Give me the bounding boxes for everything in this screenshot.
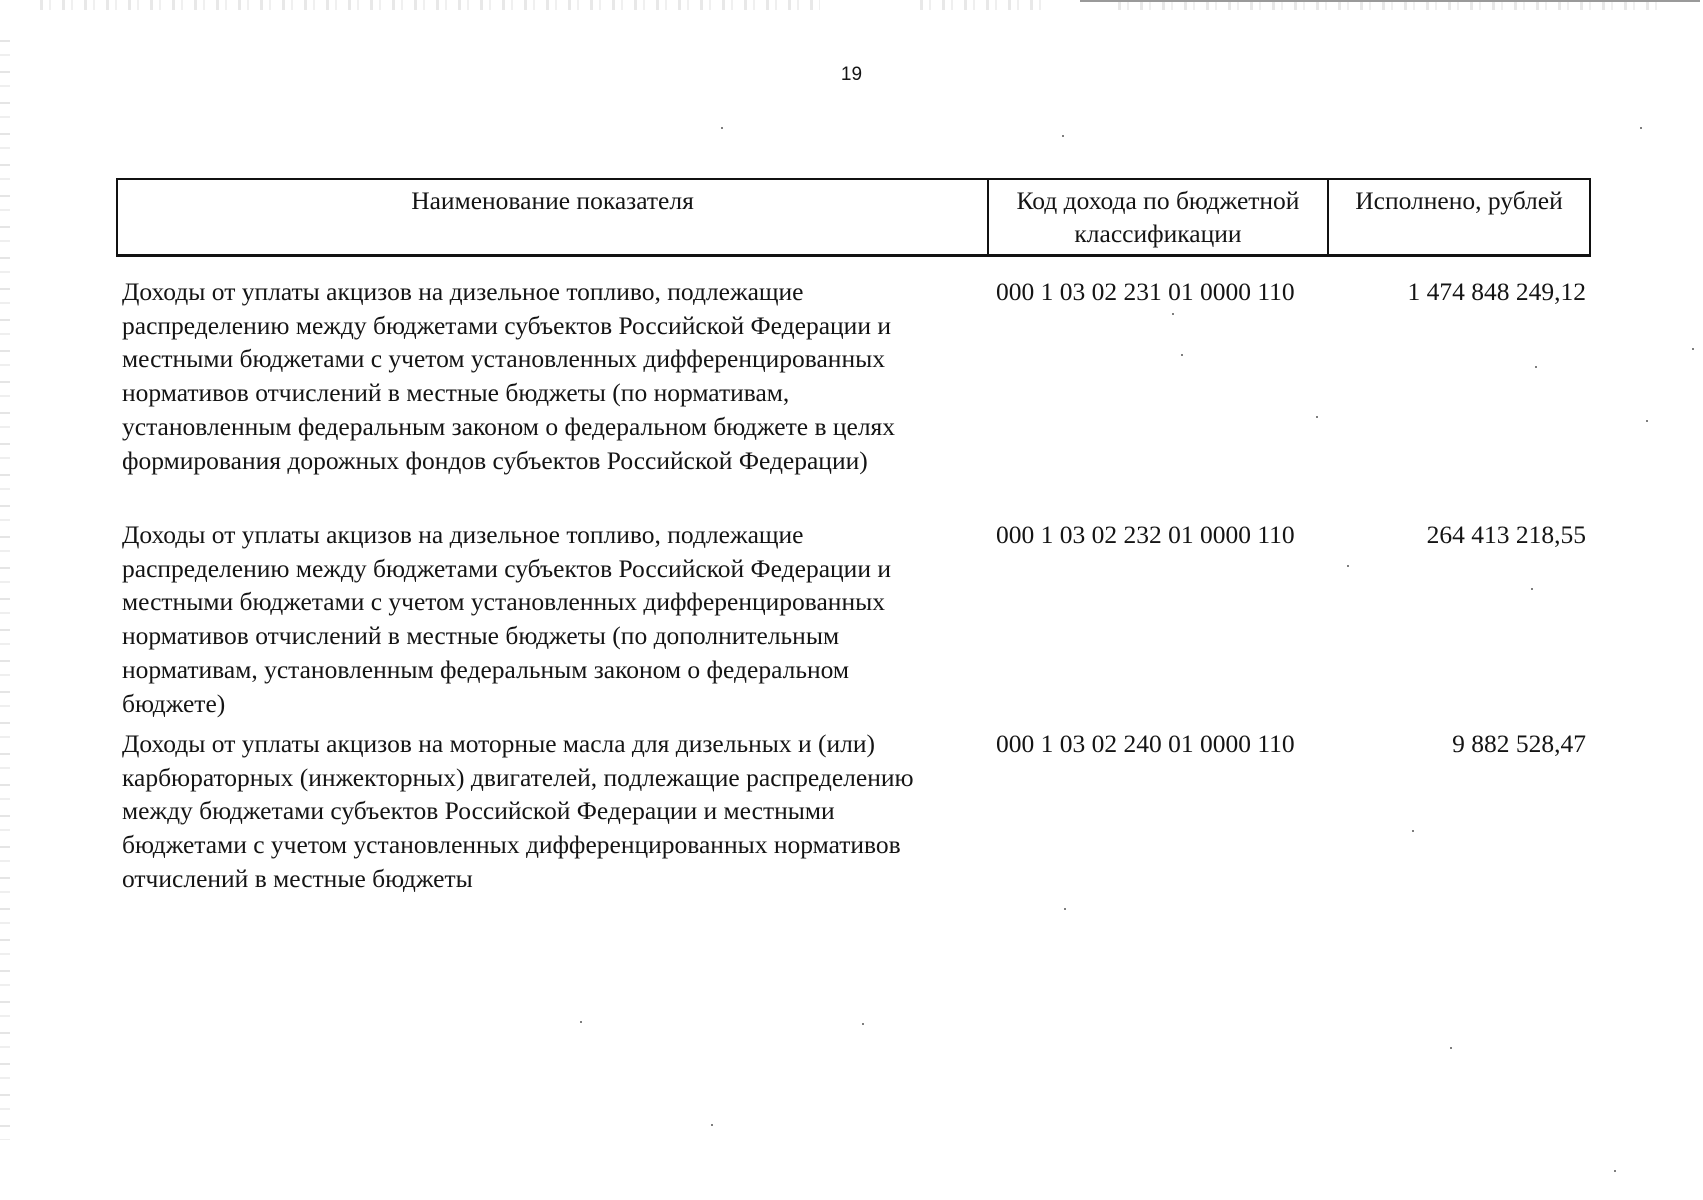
row-name-line: местными бюджетами с учетом установленных дифференцированных [122,344,885,374]
row-name-line: бюджете) [122,688,226,718]
scan-edge-line [1080,0,1700,2]
row-name-line: нормативов отчислений в местные бюджеты (по нормативам, [122,378,790,408]
header-code-cell [989,180,1329,254]
row-amount: 264 413 218,55 [1426,520,1586,549]
row-name-line: местными бюджетами с учетом установленных дифференцированных [122,587,885,617]
scan-speck [721,127,723,129]
header-code-label-line1: Код дохода по бюджетной [1016,186,1300,215]
scan-speck [1064,908,1066,910]
table-header [116,178,1591,257]
scan-speck [1531,588,1533,590]
row-name-line: бюджетами с учетом установленных дифференцированных нормативов [122,830,901,860]
scan-speck [1172,313,1174,315]
header-amount-label: Исполнено, рублей [1355,186,1563,215]
scan-edge-noise-left [0,40,10,1140]
scan-speck [862,1023,864,1025]
scan-speck [1646,420,1648,422]
row-amount: 1 474 848 249,12 [1407,277,1586,306]
scan-speck [1535,366,1537,368]
scan-speck [1181,354,1183,356]
row-name-line: распределению между бюджетами субъектов Российской Федерации и [122,310,891,340]
header-name-cell [118,180,989,254]
scan-speck [1692,348,1694,350]
scan-speck [580,1021,582,1023]
header-amount-cell [1329,180,1589,254]
header-name-label: Наименование показателя [411,186,694,215]
scan-speck [1640,127,1642,129]
revenue-table [116,178,1591,893]
scan-speck [1062,135,1064,137]
page-number: 19 [840,64,863,85]
row-code: 000 1 03 02 240 01 0000 110 [996,729,1295,758]
row-name-line: установленным федеральным законом о федеральном бюджете в целях [122,411,896,441]
row-name-line: Доходы от уплаты акцизов на дизельное топливо, подлежащие [122,520,804,549]
row-name-line: карбюраторных (инжекторных) двигателей, подлежащие распределению [122,762,914,792]
row-name-line: Доходы от уплаты акцизов на дизельное топливо, подлежащие [122,277,804,306]
scan-speck [1316,416,1318,418]
row-name-line: Доходы от уплаты акцизов на моторные масла для дизельных и (или) [122,729,876,758]
row-name [122,275,984,477]
row-name-line: нормативов отчислений в местные бюджеты (по дополнительным [122,621,840,651]
scan-speck [711,1124,713,1126]
row-amount: 9 882 528,47 [1452,729,1586,758]
row-name-line: между бюджетами субъектов Российской Федерации и местными [122,796,835,826]
scan-speck [1347,565,1349,567]
scan-speck [1412,830,1414,832]
row-code: 000 1 03 02 231 01 0000 110 [996,277,1295,306]
scan-speck [1450,1047,1452,1049]
row-name-line: нормативам, установленным федеральным законом о федеральном [122,654,850,684]
row-name-line: отчислений в местные бюджеты [122,863,473,893]
row-name-line: распределению между бюджетами субъектов Российской Федерации и [122,553,891,583]
row-name-line: формирования дорожных фондов субъектов Российской Федерации) [122,445,868,475]
scan-speck [1614,1170,1616,1172]
header-code-label-line2: классификации [1074,219,1242,248]
row-name [122,727,984,896]
row-name [122,518,984,720]
row-code: 000 1 03 02 232 01 0000 110 [996,520,1295,549]
